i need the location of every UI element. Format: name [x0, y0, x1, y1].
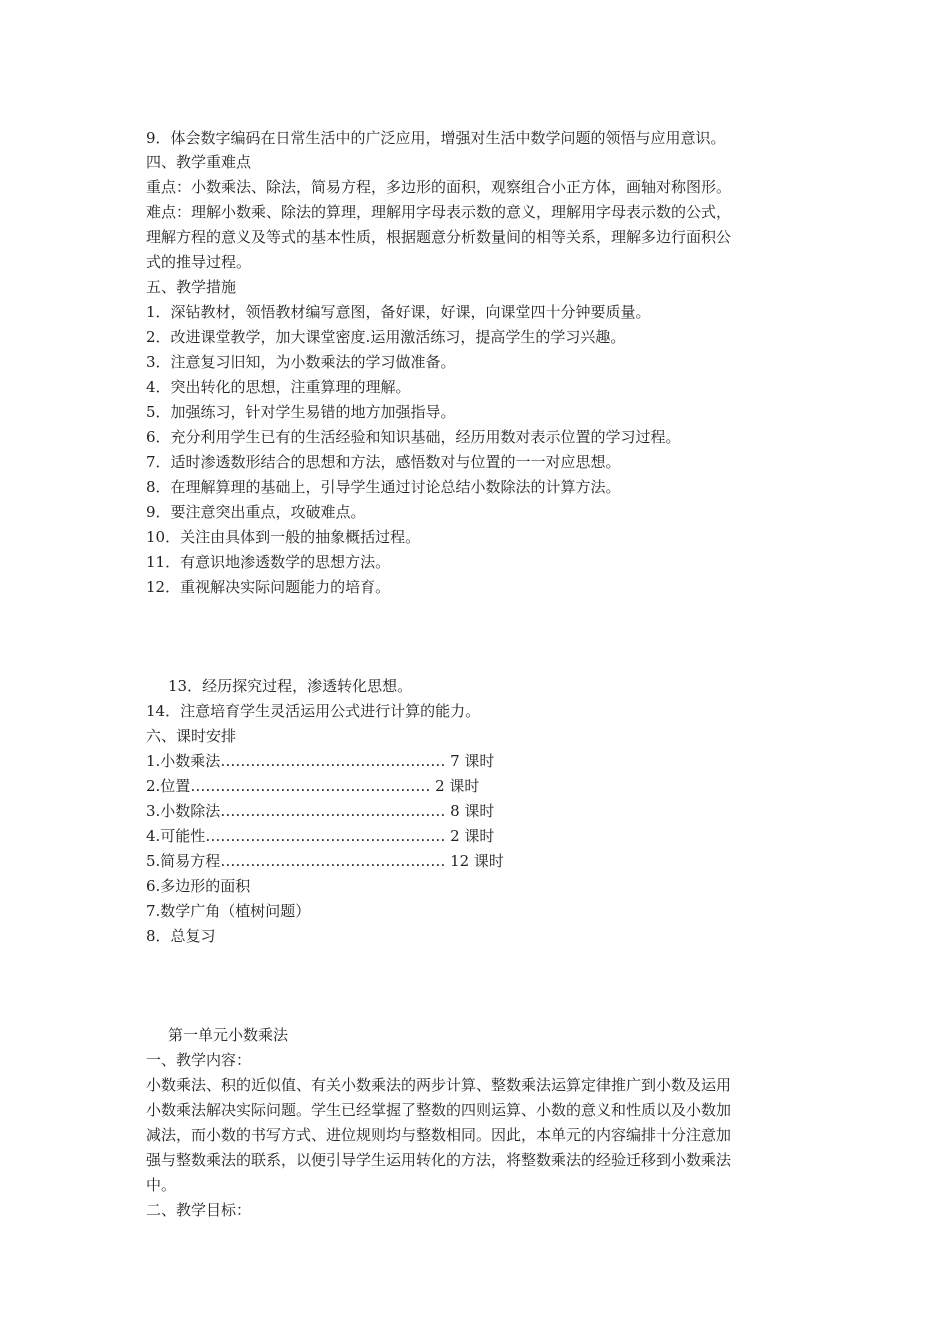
measure-item-13: 13．经历探究过程，渗透转化思想。 — [168, 677, 413, 695]
difficult-points-line-3: 式的推导过程。 — [146, 253, 252, 271]
measure-item: 4．突出转化的思想，注重算理的理解。 — [146, 378, 411, 396]
schedule-row: 5.简易方程……………………………………… 12 课时 — [146, 852, 504, 870]
heading-teaching-content: 一、教学内容： — [146, 1051, 252, 1069]
content-line: 强与整数乘法的联系，以便引导学生运用转化的方法，将整数乘法的经验迁移到小数乘法 — [146, 1151, 732, 1169]
content-line: 中。 — [146, 1176, 177, 1194]
measure-item: 12．重视解决实际问题能力的培育。 — [146, 578, 391, 596]
schedule-row: 6.多边形的面积 — [146, 877, 251, 895]
content-line: 小数乘法、积的近似值、有关小数乘法的两步计算、整数乘法运算定律推广到小数及运用 — [146, 1076, 732, 1094]
schedule-row: 8．总复习 — [146, 927, 216, 945]
measure-item: 3．注意复习旧知，为小数乘法的学习做准备。 — [146, 353, 456, 371]
measure-item: 9．要注意突出重点，攻破难点。 — [146, 503, 366, 521]
schedule-row: 4.可能性………………………………………… 2 课时 — [146, 827, 495, 845]
measure-item-14: 14．注意培育学生灵活运用公式进行计算的能力。 — [146, 702, 481, 720]
measure-item: 7．适时渗透数形结合的思想和方法，感悟数对与位置的一一对应思想。 — [146, 453, 621, 471]
goal-item-9: 9．体会数字编码在日常生活中的广泛应用，增强对生活中数学问题的领悟与应用意识。 — [146, 129, 726, 147]
heading-measures: 五、教学措施 — [146, 278, 237, 296]
measure-item: 10．关注由具体到一般的抽象概括过程。 — [146, 528, 421, 546]
measure-item: 11．有意识地渗透数学的思想方法。 — [146, 553, 391, 571]
unit-title: 第一单元小数乘法 — [168, 1026, 289, 1044]
schedule-row: 7.数学广角（植树问题） — [146, 902, 311, 920]
measure-item: 2．改进课堂教学，加大课堂密度.运用激活练习，提高学生的学习兴趣。 — [146, 328, 626, 346]
measure-item: 1．深钻教材，领悟教材编写意图，备好课，好课，向课堂四十分钟要质量。 — [146, 303, 651, 321]
schedule-row: 3.小数除法……………………………………… 8 课时 — [146, 802, 495, 820]
difficult-points-line-1: 难点：理解小数乘、除法的算理，理解用字母表示数的意义，理解用字母表示数的公式， — [146, 203, 732, 221]
heading-key-difficult: 四、教学重难点 — [146, 153, 252, 171]
key-points: 重点：小数乘法、除法，简易方程，多边形的面积，观察组合小正方体，画轴对称图形。 — [146, 178, 732, 196]
heading-teaching-goals: 二、教学目标： — [146, 1201, 252, 1219]
content-line: 减法，而小数的书写方式、进位规则均与整数相同。因此，本单元的内容编排十分注意加 — [146, 1126, 732, 1144]
heading-schedule: 六、课时安排 — [146, 727, 237, 745]
measure-item: 6．充分利用学生已有的生活经验和知识基础，经历用数对表示位置的学习过程。 — [146, 428, 681, 446]
schedule-row: 1.小数乘法……………………………………… 7 课时 — [146, 752, 495, 770]
measure-item: 8．在理解算理的基础上，引导学生通过讨论总结小数除法的计算方法。 — [146, 478, 621, 496]
difficult-points-line-2: 理解方程的意义及等式的基本性质，根据题意分析数量间的相等关系，理解多边行面积公 — [146, 228, 732, 246]
measure-item: 5．加强练习，针对学生易错的地方加强指导。 — [146, 403, 456, 421]
content-line: 小数乘法解决实际问题。学生已经掌握了整数的四则运算、小数的意义和性质以及小数加 — [146, 1101, 732, 1119]
schedule-row: 2.位置………………………………………… 2 课时 — [146, 777, 480, 795]
